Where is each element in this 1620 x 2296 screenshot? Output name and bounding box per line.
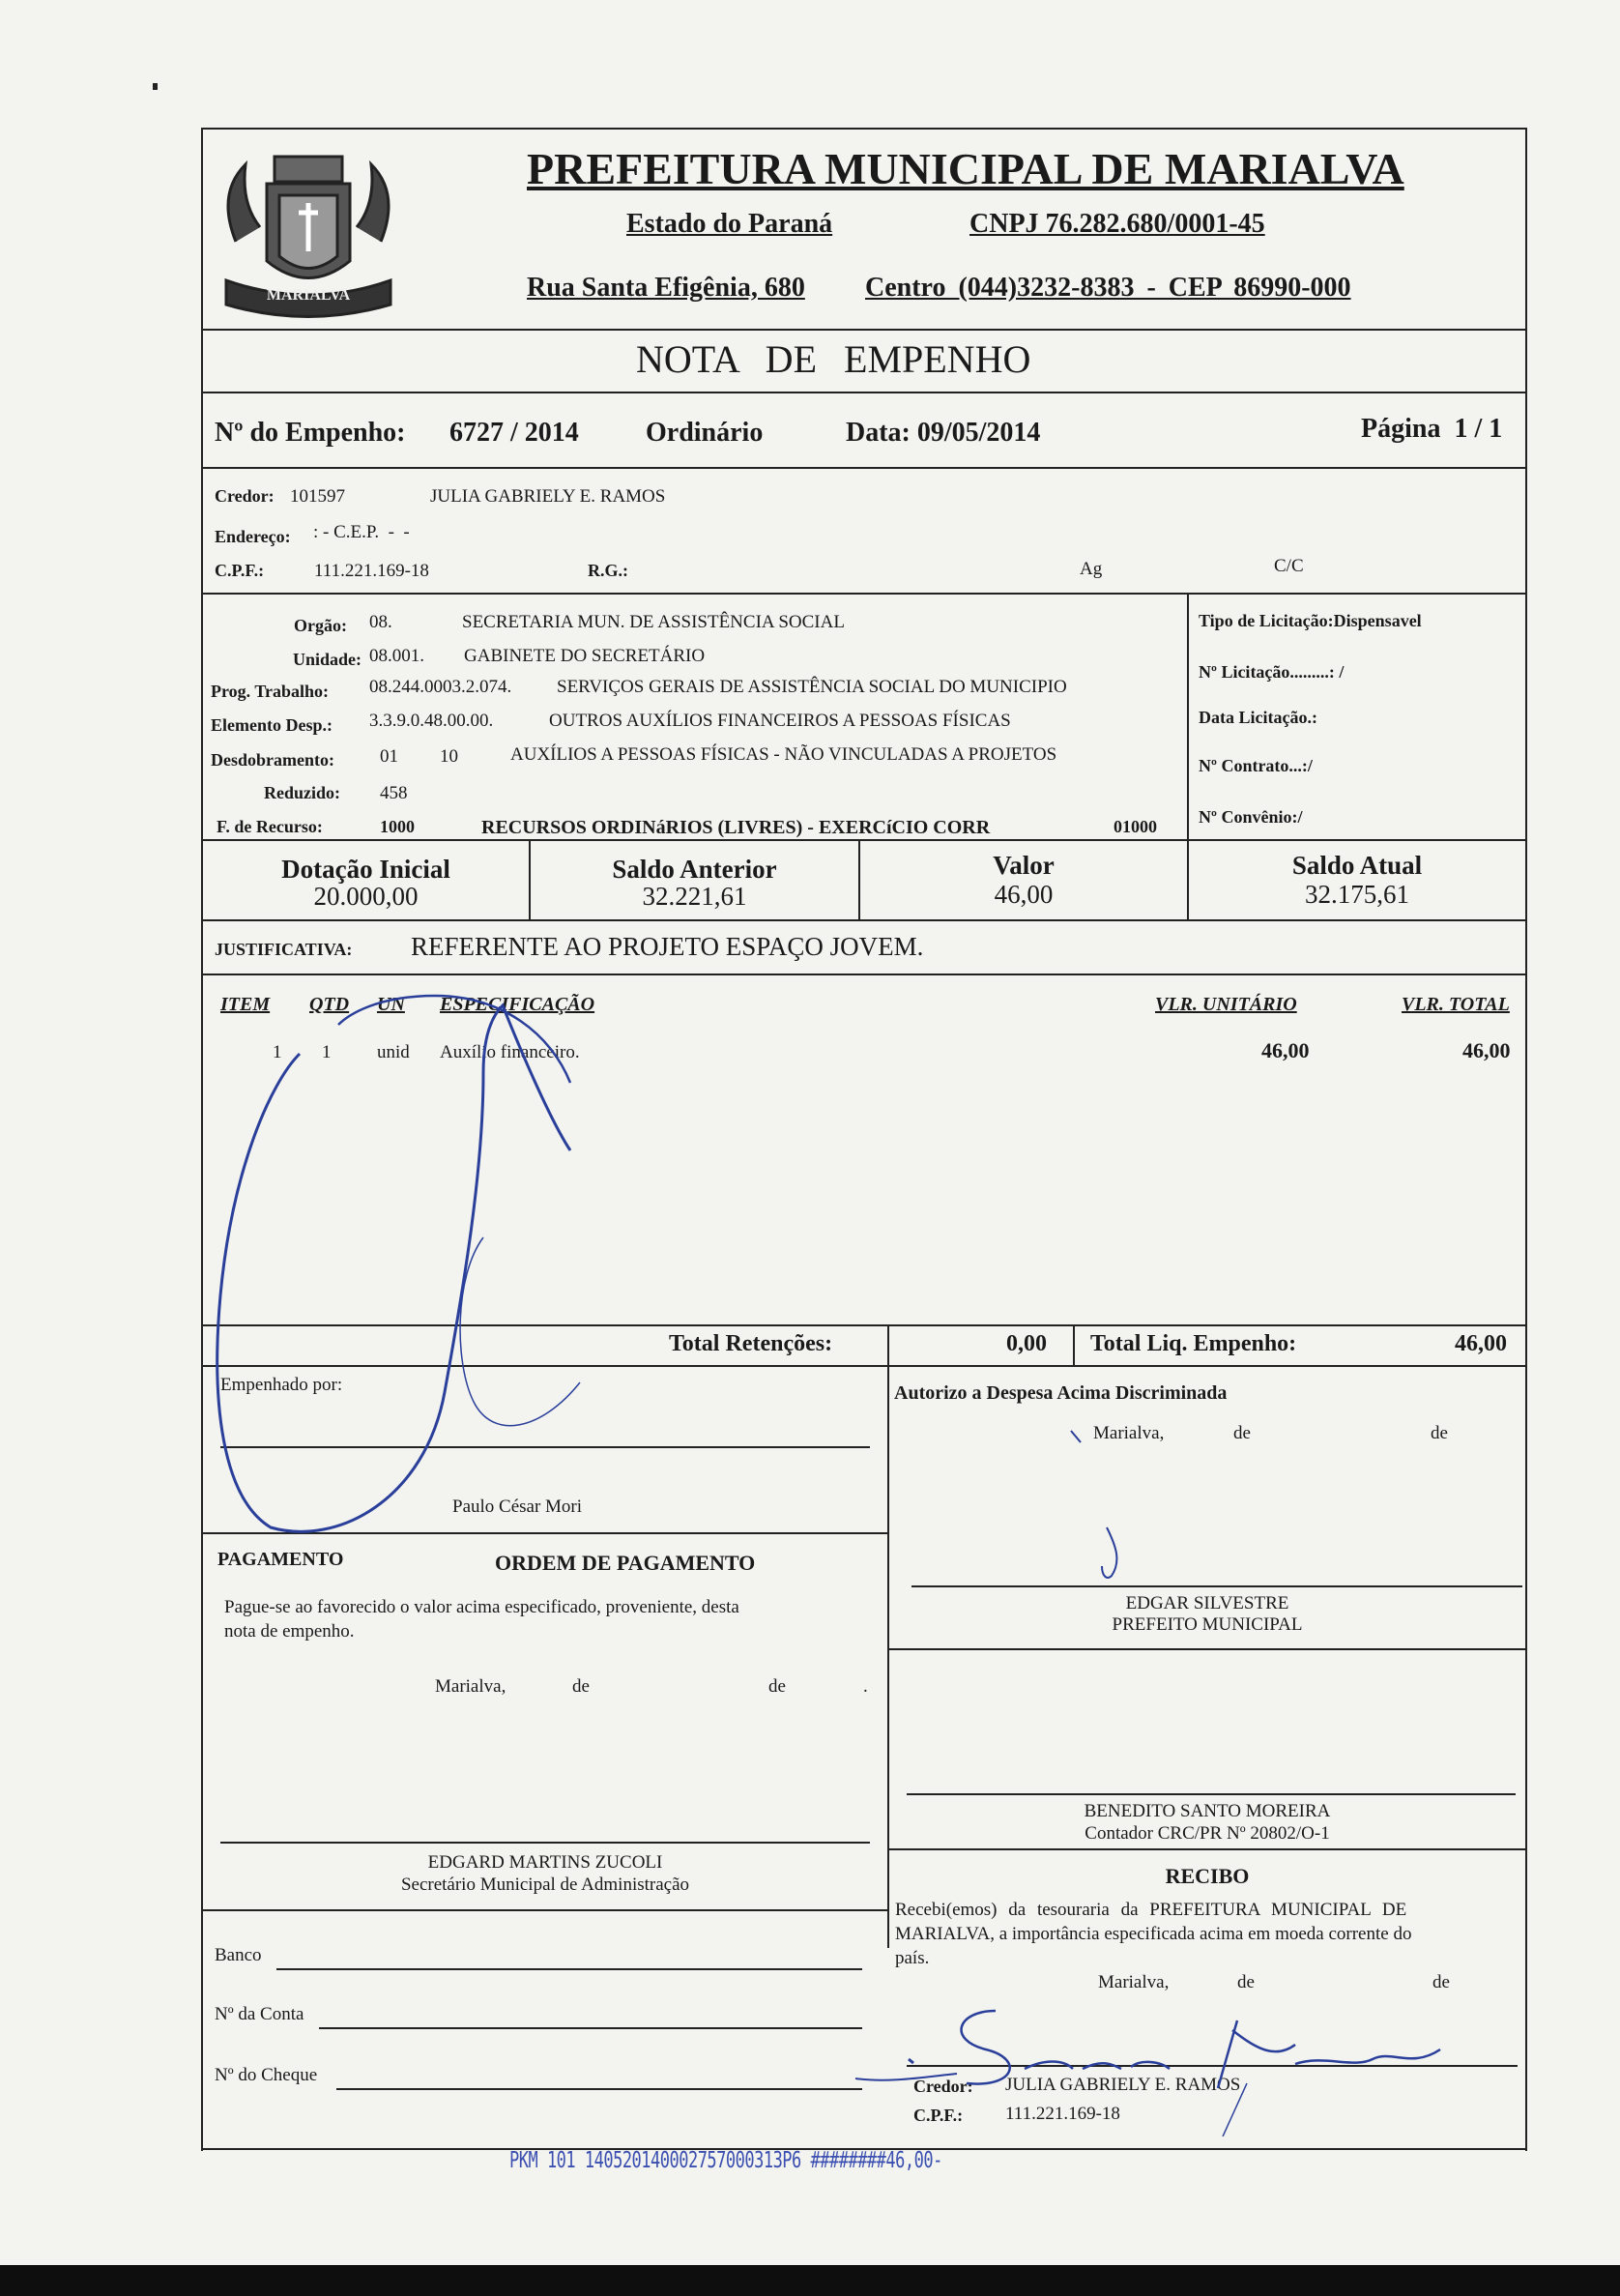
creditor-address: : - C.E.P. - - [313,522,410,542]
creditor-cpf: 111.221.169-18 [314,561,429,581]
creditor-code: 101597 [290,486,345,507]
autorizo-de-1: de [1233,1423,1251,1443]
saldo-atual-value: 32.175,61 [1305,880,1409,909]
justificativa-text: REFERENTE AO PROJETO ESPAÇO JOVEM. [411,932,924,961]
cheque-field-line[interactable] [336,2088,862,2090]
frame-left [201,128,203,2151]
recibo-cpf: 111.221.169-18 [1005,2104,1120,2124]
autorizo-place: Marialva, [1093,1423,1165,1443]
fonte-name: RECURSOS ORDINáRIOS (LIVRES) - EXERCíCIO CORR [481,817,991,838]
city-hall-title: PREFEITURA MUNICIPAL DE MARIALVA [527,144,1404,193]
agency-label: Ag [1080,559,1103,579]
valor-value: 46,00 [994,880,1054,909]
recibo-de-2: de [1432,1972,1450,1992]
recibo-de-1: de [1237,1972,1255,1992]
empenhado-label: Empenhado por: [220,1375,343,1395]
empenho-number: 6727 / 2014 [449,418,579,448]
total-retencoes-label: Total Retenções: [669,1331,833,1356]
saldo-anterior-value: 32.221,61 [642,882,747,911]
orgao-code: 08. [369,612,392,632]
saldo-atual-label: Saldo Atual [1291,851,1423,880]
address-district-phone: Centro (044)3232-8383 - CEP 86990-000 [865,273,1351,303]
autorizo-label: Autorizo a Despesa Acima Discriminada [894,1382,1228,1404]
autorizo-de-2: de [1431,1423,1448,1443]
ordem-pagamento-label: ORDEM DE PAGAMENTO [495,1551,756,1575]
unidade-name: GABINETE DO SECRETÁRIO [464,646,706,666]
rg-label: R.G.: [588,561,628,580]
document-title: NOTA DE EMPENHO [636,337,1031,381]
pagamento-place: Marialva, [435,1676,506,1697]
recibo-cpf-label: C.P.F.: [913,2106,964,2125]
banco-label: Banco [215,1945,262,1965]
address-street: Rua Santa Efigênia, 680 [527,273,805,303]
col-total-header: VLR. TOTAL [1402,994,1510,1015]
banco-field-line[interactable] [276,1968,862,1970]
secretario-name: EDGARD MARTINS ZUCOLI [427,1852,663,1873]
creditor-name: JULIA GABRIELY E. RAMOS [430,486,666,507]
prog-label: Prog. Trabalho: [211,682,330,701]
row-qtd: 1 [322,1042,332,1062]
municipal-crest-logo [207,135,410,334]
elemento-code: 3.3.9.0.48.00.00. [369,711,494,731]
pagamento-de-1: de [572,1676,590,1697]
col-spec-header: ESPECIFICAÇÃO [440,994,595,1015]
row-un: unid [377,1042,410,1062]
page-number: Página 1 / 1 [1361,414,1503,444]
prefeito-role: PREFEITO MUNICIPAL [1112,1614,1303,1635]
col-un-header: UN [377,994,405,1015]
authentication-stamp: PKM 101 140520140002757000313P6 ########46,00- [509,2147,942,2174]
row-spec: Auxílio financeiro. [440,1042,580,1062]
desdobramento-label: Desdobramento: [211,750,334,770]
col-item-header: ITEM [220,994,271,1015]
scan-artifact-dot [153,83,158,90]
recibo-text-2: MARIALVA, a importância especificada acima em moeda corrente do [895,1924,1412,1944]
elemento-label: Elemento Desp.: [211,715,333,735]
contador-signature-line [907,1793,1516,1795]
crest-banner-text: MARIALVA [266,287,351,304]
credor-signature-line [907,2065,1518,2067]
dotacao-inicial-label: Dotação Inicial [281,855,450,884]
frame-top [201,128,1527,130]
desdobramento-code-2: 10 [440,746,458,767]
contador-name: BENEDITO SANTO MOREIRA [1084,1801,1331,1821]
cheque-label: Nº do Cheque [215,2065,318,2085]
orgao-label: Orgão: [294,616,347,635]
recibo-place: Marialva, [1098,1972,1170,1992]
elemento-name: OUTROS AUXÍLIOS FINANCEIROS A PESSOAS FÍSICAS [549,711,1011,731]
fonte-label: F. de Recurso: [217,817,323,836]
cnpj-text: CNPJ 76.282.680/0001-45 [969,209,1265,239]
contador-role: Contador CRC/PR Nº 20802/O-1 [1085,1823,1330,1844]
pagamento-text-2: nota de empenho. [224,1621,355,1642]
prog-code: 08.244.0003.2.074. [369,677,512,697]
recibo-credor-label: Credor: [913,2077,973,2096]
reduzido-label: Reduzido: [264,783,341,802]
scan-bottom-edge [0,2265,1620,2296]
reduzido-value: 458 [380,783,408,803]
col-qtd-header: QTD [309,994,350,1015]
conta-label: Nº da Conta [215,2004,304,2024]
account-label: C/C [1274,556,1304,576]
conta-field-line[interactable] [319,2027,862,2029]
valor-label: Valor [993,851,1055,880]
empenho-type: Ordinário [646,418,764,448]
secretario-role: Secretário Municipal de Administração [400,1875,690,1895]
row-unit-price: 46,00 [1261,1038,1310,1062]
row-total: 46,00 [1462,1038,1511,1062]
total-liquido-label: Total Liq. Empenho: [1090,1331,1297,1356]
recibo-text-3: país. [895,1948,930,1968]
address-label: Endereço: [215,527,291,546]
empenho-number-label: Nº do Empenho: [215,418,406,448]
licitacao-number: Nº Licitação.........: / [1199,662,1345,682]
state-name: Estado do Paraná [626,209,833,239]
empenhado-signature-line [220,1446,870,1448]
secretario-signature-line [220,1842,870,1844]
licitacao-date: Data Licitação.: [1199,708,1317,727]
creditor-label: Credor: [215,486,275,506]
prefeito-name: EDGAR SILVESTRE [1125,1593,1289,1613]
fonte-code-2: 01000 [1114,817,1157,836]
row-item: 1 [273,1042,282,1062]
saldo-anterior-label: Saldo Anterior [612,855,777,884]
empenhado-name: Paulo César Mori [452,1497,583,1517]
pagamento-label: PAGAMENTO [217,1549,344,1570]
prefeito-handwritten-signature [1063,1421,1141,1585]
cpf-label: C.P.F.: [215,561,265,580]
col-unit-price-header: VLR. UNITÁRIO [1155,994,1297,1015]
unidade-code: 08.001. [369,646,424,666]
pagamento-text-1: Pague-se ao favorecido o valor acima especificado, proveniente, desta [224,1597,739,1617]
desdobramento-code-1: 01 [380,746,398,767]
recibo-text-1: Recebi(emos) da tesouraria da PREFEITURA MUNICIPAL DE [895,1900,1407,1920]
justificativa-label: JUSTIFICATIVA: [215,940,353,959]
dotacao-inicial-value: 20.000,00 [313,882,419,911]
licitacao-type: Tipo de Licitação:Dispensavel [1199,611,1422,630]
convenio-number: Nº Convênio:/ [1199,807,1303,827]
recibo-credor-name: JULIA GABRIELY E. RAMOS [1005,2075,1241,2095]
desdobramento-name: AUXÍLIOS A PESSOAS FÍSICAS - NÃO VINCULADAS A PROJETOS [510,744,1057,765]
prefeito-signature-line [911,1585,1522,1587]
pagamento-de-2: de [768,1676,786,1697]
pagamento-dot: . [863,1676,868,1697]
contract-number: Nº Contrato...:/ [1199,756,1313,775]
unidade-label: Unidade: [293,650,362,669]
orgao-name: SECRETARIA MUN. DE ASSISTÊNCIA SOCIAL [462,612,845,632]
fonte-code: 1000 [380,817,415,836]
empenho-date: Data: 09/05/2014 [846,418,1041,448]
total-retencoes-value: 0,00 [1006,1331,1047,1356]
prog-name: SERVIÇOS GERAIS DE ASSISTÊNCIA SOCIAL DO MUNICIPIO [557,677,1067,697]
recibo-label: RECIBO [1165,1864,1250,1888]
total-liquido-value: 46,00 [1455,1331,1507,1356]
